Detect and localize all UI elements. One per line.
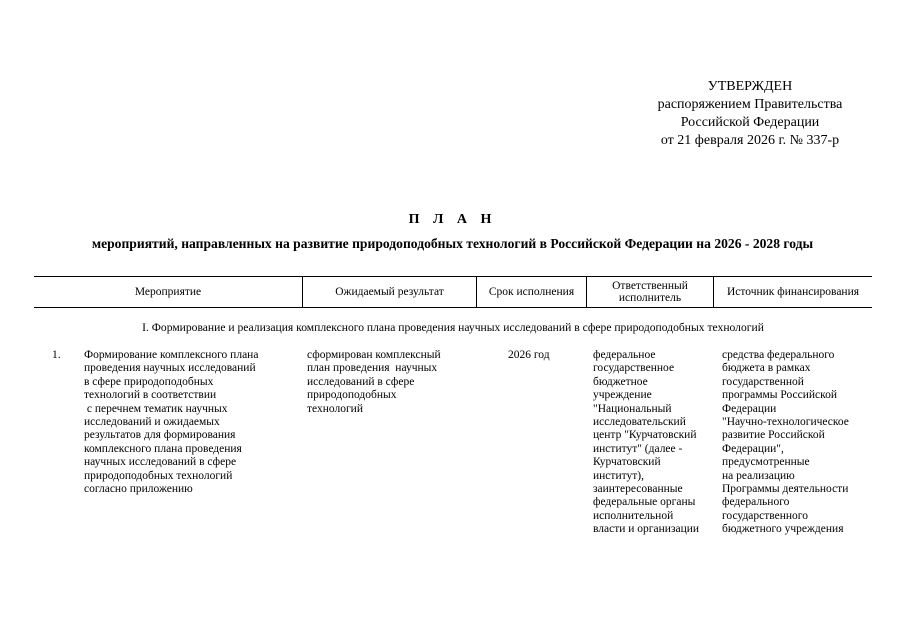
approval-block: [630, 78, 870, 150]
column-divider: [586, 276, 587, 307]
funding-line: Федерации: [722, 402, 777, 415]
executor-line: заинтересованные: [593, 483, 683, 496]
result-line: исследований в сфере: [307, 375, 415, 388]
executor-line: бюджетное: [593, 375, 648, 388]
event-line: технологий в соответствии: [84, 389, 217, 402]
funding-line: "Научно-технологическое: [722, 416, 849, 429]
funding-line: государственного: [722, 509, 808, 522]
header-result: Ожидаемый результат: [335, 286, 444, 298]
executor-line: "Национальный: [593, 402, 672, 415]
funding-line: программы Российской: [722, 389, 838, 402]
funding-line: государственной: [722, 375, 804, 388]
deadline-cell: 2026 год: [508, 349, 550, 361]
approval-line-2: Российской Федерации: [680, 115, 820, 130]
funding-cell: [722, 349, 849, 537]
table-header-bottom-rule: [34, 307, 872, 308]
table-header-top-rule: [34, 276, 872, 277]
column-divider: [713, 276, 714, 307]
funding-line: на реализацию: [722, 469, 795, 482]
funding-line: Программы деятельности: [722, 483, 849, 496]
funding-line: бюджетного учреждения: [722, 523, 844, 536]
funding-line: федерального: [722, 496, 790, 509]
header-event: Мероприятие: [134, 286, 202, 298]
event-line: Формирование комплексного плана: [84, 349, 259, 361]
event-line: проведения научных исследований: [84, 362, 256, 375]
funding-line: бюджета в рамках: [722, 362, 811, 375]
result-line: природоподобных: [307, 389, 397, 402]
funding-line: Федерации",: [722, 442, 784, 455]
executor-line: институт),: [593, 469, 644, 482]
event-line: результатов для формирования: [84, 429, 236, 442]
event-line: комплексного плана проведения: [84, 442, 242, 455]
executor-line: федеральные органы: [593, 496, 696, 509]
plan-title: П Л А Н: [408, 212, 497, 227]
header-funding: Источник финансирования: [726, 286, 860, 298]
plan-subtitle: мероприятий, направленных на развитие природоподобных технологий в Российской Федерации на 2026 - 2028 годы: [91, 236, 814, 251]
funding-line: средства федерального: [722, 349, 835, 361]
executor-line: власти и организации: [593, 523, 700, 536]
event-line: научных исследований в сфере: [84, 456, 237, 469]
executor-line: Курчатовский: [593, 456, 661, 469]
header-deadline: Срок исполнения: [488, 286, 575, 298]
result-cell: [307, 349, 441, 416]
executor-line: центр "Курчатовский: [593, 429, 697, 442]
approval-line-3: от 21 февраля 2026 г. № 337-р: [660, 133, 840, 148]
event-cell: [84, 349, 258, 496]
funding-line: предусмотренные: [722, 456, 810, 469]
result-line: технологий: [307, 402, 363, 415]
event-line: с перечнем тематик научных: [84, 402, 228, 415]
executor-line: институт" (далее -: [593, 442, 683, 455]
event-line: в сфере природоподобных: [84, 375, 214, 388]
section-title: I. Формирование и реализация комплексного плана проведения научных исследований в сфере природоподобных технологий: [142, 321, 764, 334]
funding-line: развитие Российской: [722, 429, 825, 442]
event-line: исследований и ожидаемых: [84, 416, 220, 429]
executor-line: государственное: [593, 362, 675, 375]
executor-line: федеральное: [593, 349, 656, 361]
header-executor: Ответственный исполнитель: [612, 280, 688, 304]
approval-word: УТВЕРЖДЕН: [707, 79, 793, 94]
executor-line: исполнительной: [593, 509, 674, 522]
result-line: сформирован комплексный: [307, 349, 441, 361]
executor-cell: [593, 349, 699, 537]
result-line: план проведения научных: [307, 362, 438, 375]
executor-line: исследовательский: [593, 416, 686, 429]
event-line: согласно приложению: [84, 483, 193, 496]
event-line: природоподобных технологий: [84, 469, 233, 482]
row-number: 1.: [52, 349, 61, 361]
executor-line: учреждение: [593, 389, 652, 402]
approval-line-1: распоряжением Правительства: [657, 97, 843, 112]
